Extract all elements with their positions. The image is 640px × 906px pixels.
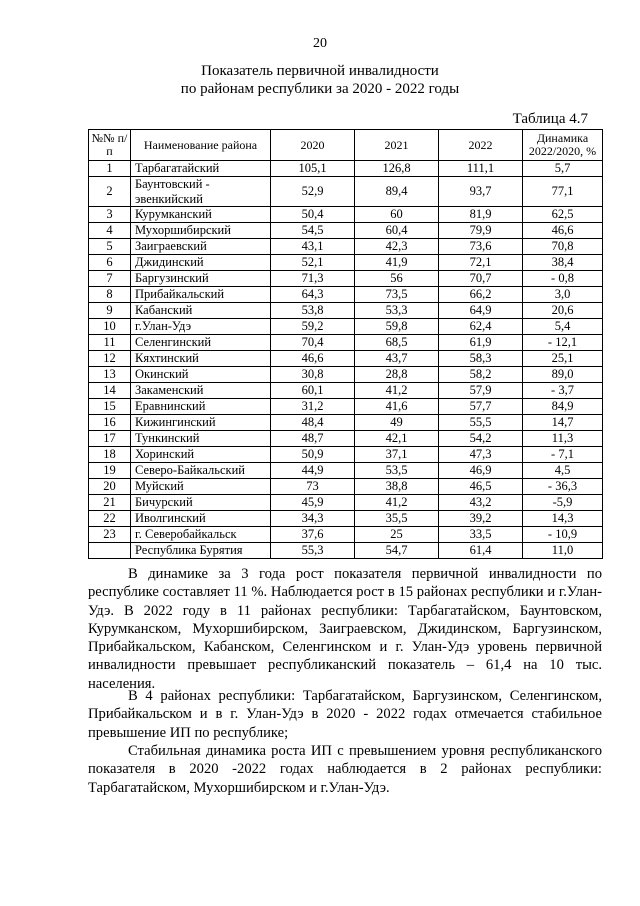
table-row [89, 527, 603, 543]
cell-y2022: 93,7 [439, 177, 523, 207]
cell-y2022: 66,2 [439, 287, 523, 303]
table-row [89, 335, 603, 351]
table-row [89, 177, 603, 207]
title-line-1: Показатель первичной инвалидности [201, 63, 439, 79]
table-label: Таблица 4.7 [512, 111, 588, 127]
cell-name: Окинский [131, 367, 271, 383]
table-row [89, 511, 603, 527]
cell-y2020: 50,9 [271, 447, 355, 463]
cell-y2021: 68,5 [355, 335, 439, 351]
total-cell-y2021: 54,7 [355, 543, 439, 559]
cell-y2020: 52,1 [271, 255, 355, 271]
table-row [89, 495, 603, 511]
table-row [89, 479, 603, 495]
title-line-2: по районам республики за 2020 - 2022 годы [180, 81, 460, 97]
cell-name: Еравнинский [131, 399, 271, 415]
cell-y2022: 46,5 [439, 479, 523, 495]
cell-y2021: 56 [355, 271, 439, 287]
cell-y2020: 43,1 [271, 239, 355, 255]
cell-num: 1 [89, 161, 131, 177]
cell-num: 14 [89, 383, 131, 399]
cell-name: Тункинский [131, 431, 271, 447]
cell-name: г. Северобайкальск [131, 527, 271, 543]
cell-num: 2 [89, 177, 131, 207]
cell-name: Селенгинский [131, 335, 271, 351]
cell-y2021: 59,8 [355, 319, 439, 335]
cell-name: Кижингинский [131, 415, 271, 431]
cell-dyn: 14,7 [523, 415, 603, 431]
cell-y2022: 72,1 [439, 255, 523, 271]
disability-table [88, 129, 603, 559]
cell-dyn: - 3,7 [523, 383, 603, 399]
cell-y2020: 105,1 [271, 161, 355, 177]
table-row [89, 367, 603, 383]
cell-dyn: 3,0 [523, 287, 603, 303]
cell-y2020: 46,6 [271, 351, 355, 367]
header-2020: 2020 [271, 130, 355, 161]
cell-y2021: 38,8 [355, 479, 439, 495]
cell-num: 4 [89, 223, 131, 239]
cell-y2022: 73,6 [439, 239, 523, 255]
cell-num: 15 [89, 399, 131, 415]
cell-dyn: - 7,1 [523, 447, 603, 463]
cell-y2022: 70,7 [439, 271, 523, 287]
cell-name: Муйский [131, 479, 271, 495]
cell-y2020: 34,3 [271, 511, 355, 527]
cell-name: Кяхтинский [131, 351, 271, 367]
header-num: №№ п/п [89, 130, 131, 161]
cell-y2021: 53,3 [355, 303, 439, 319]
cell-y2022: 57,9 [439, 383, 523, 399]
cell-y2020: 71,3 [271, 271, 355, 287]
cell-num: 5 [89, 239, 131, 255]
table-row [89, 399, 603, 415]
cell-dyn: -5,9 [523, 495, 603, 511]
header-dynamics: Динамика 2022/2020, % [523, 130, 603, 161]
cell-dyn: 89,0 [523, 367, 603, 383]
cell-dyn: 11,3 [523, 431, 603, 447]
paragraph-1: В динамике за 3 года рост показателя первичной инвалидности по республике составляет 11 %. Наблюдается рост в 15 районах республики и г.Улан-Удэ. В 2022 году в 11 районах республики: Тарбагатайском, Баунтовском, Курумканском, Мухоршибирском, Заиграевском, Джидинском, Баргузинском, Прибайкальском, Кабанском, Селенгинском и г. Улан-Удэ уровень первичной инвалидности превышает республиканский показатель – 61,4 на 10 тыс. населения. [88, 566, 602, 692]
cell-y2020: 52,9 [271, 177, 355, 207]
cell-num: 23 [89, 527, 131, 543]
cell-y2021: 41,2 [355, 383, 439, 399]
total-cell-y2022: 61,4 [439, 543, 523, 559]
cell-y2021: 60 [355, 207, 439, 223]
cell-num: 22 [89, 511, 131, 527]
cell-name: Баргузинский [131, 271, 271, 287]
cell-y2021: 41,6 [355, 399, 439, 415]
cell-y2020: 30,8 [271, 367, 355, 383]
cell-num: 6 [89, 255, 131, 271]
cell-y2021: 73,5 [355, 287, 439, 303]
cell-y2020: 73 [271, 479, 355, 495]
cell-y2021: 41,9 [355, 255, 439, 271]
paragraph-3: Стабильная динамика роста ИП с превышением уровня республиканского показателя в 2020 -2022 годах наблюдается в 2 районах республики: Тарбагатайском, Мухоршибирском и г.Улан-Удэ. [88, 743, 602, 796]
cell-dyn: 46,6 [523, 223, 603, 239]
cell-num: 18 [89, 447, 131, 463]
cell-dyn: 70,8 [523, 239, 603, 255]
cell-dyn: - 10,9 [523, 527, 603, 543]
cell-dyn: - 36,3 [523, 479, 603, 495]
cell-name: Бичурский [131, 495, 271, 511]
cell-y2020: 64,3 [271, 287, 355, 303]
cell-dyn: 77,1 [523, 177, 603, 207]
table-row [89, 463, 603, 479]
cell-name: Закаменский [131, 383, 271, 399]
table-row [89, 255, 603, 271]
cell-name: Заиграевский [131, 239, 271, 255]
cell-name: Иволгинский [131, 511, 271, 527]
cell-num: 21 [89, 495, 131, 511]
cell-y2021: 25 [355, 527, 439, 543]
cell-y2022: 79,9 [439, 223, 523, 239]
table-row [89, 447, 603, 463]
cell-name: г.Улан-Удэ [131, 319, 271, 335]
cell-num: 3 [89, 207, 131, 223]
cell-name: Баунтовский - эвенкийский [131, 177, 271, 207]
cell-dyn: 5,7 [523, 161, 603, 177]
cell-y2021: 42,3 [355, 239, 439, 255]
cell-y2022: 58,2 [439, 367, 523, 383]
total-cell-name: Республика Бурятия [131, 543, 271, 559]
cell-dyn: 14,3 [523, 511, 603, 527]
cell-y2021: 126,8 [355, 161, 439, 177]
cell-y2022: 58,3 [439, 351, 523, 367]
cell-y2020: 44,9 [271, 463, 355, 479]
cell-y2022: 61,9 [439, 335, 523, 351]
cell-y2020: 53,8 [271, 303, 355, 319]
cell-dyn: 5,4 [523, 319, 603, 335]
cell-name: Прибайкальский [131, 287, 271, 303]
paragraph-2: В 4 районах республики: Тарбагатайском, Баргузинском, Селенгинском, Прибайкальском и в г. Улан-Удэ в 2020 - 2022 годах отмечается стабильное превышение ИП по республике; [88, 688, 602, 741]
table-row [89, 287, 603, 303]
total-cell-y2020: 55,3 [271, 543, 355, 559]
cell-y2021: 37,1 [355, 447, 439, 463]
cell-num: 20 [89, 479, 131, 495]
cell-dyn: - 12,1 [523, 335, 603, 351]
cell-y2020: 70,4 [271, 335, 355, 351]
cell-y2022: 47,3 [439, 447, 523, 463]
cell-dyn: 25,1 [523, 351, 603, 367]
cell-y2022: 39,2 [439, 511, 523, 527]
cell-y2021: 43,7 [355, 351, 439, 367]
cell-y2021: 49 [355, 415, 439, 431]
table-row [89, 271, 603, 287]
table-row [89, 319, 603, 335]
cell-name: Кабанский [131, 303, 271, 319]
cell-num: 19 [89, 463, 131, 479]
table-row [89, 351, 603, 367]
header-row [89, 130, 603, 161]
cell-y2022: 81,9 [439, 207, 523, 223]
cell-num: 12 [89, 351, 131, 367]
total-row [89, 543, 603, 559]
table-title [0, 62, 640, 98]
cell-y2020: 48,4 [271, 415, 355, 431]
table-row [89, 207, 603, 223]
cell-y2020: 54,5 [271, 223, 355, 239]
table-row [89, 239, 603, 255]
cell-y2020: 48,7 [271, 431, 355, 447]
page-number: 20 [313, 36, 327, 51]
cell-dyn: 20,6 [523, 303, 603, 319]
cell-num: 8 [89, 287, 131, 303]
cell-y2021: 35,5 [355, 511, 439, 527]
header-name: Наименование района [131, 130, 271, 161]
cell-y2021: 42,1 [355, 431, 439, 447]
cell-name: Курумканский [131, 207, 271, 223]
cell-name: Джидинский [131, 255, 271, 271]
cell-y2020: 60,1 [271, 383, 355, 399]
cell-y2022: 46,9 [439, 463, 523, 479]
total-cell-num [89, 543, 131, 559]
cell-y2020: 50,4 [271, 207, 355, 223]
cell-num: 16 [89, 415, 131, 431]
table-row [89, 431, 603, 447]
cell-y2022: 62,4 [439, 319, 523, 335]
cell-name: Тарбагатайский [131, 161, 271, 177]
cell-dyn: 38,4 [523, 255, 603, 271]
table-row [89, 303, 603, 319]
cell-num: 17 [89, 431, 131, 447]
table-row [89, 415, 603, 431]
cell-dyn: 62,5 [523, 207, 603, 223]
cell-y2021: 89,4 [355, 177, 439, 207]
cell-y2020: 37,6 [271, 527, 355, 543]
cell-name: Северо-Байкальский [131, 463, 271, 479]
cell-y2021: 41,2 [355, 495, 439, 511]
cell-dyn: 84,9 [523, 399, 603, 415]
cell-y2022: 57,7 [439, 399, 523, 415]
total-cell-dyn: 11,0 [523, 543, 603, 559]
cell-num: 10 [89, 319, 131, 335]
cell-num: 9 [89, 303, 131, 319]
cell-y2022: 43,2 [439, 495, 523, 511]
cell-y2020: 45,9 [271, 495, 355, 511]
cell-y2020: 31,2 [271, 399, 355, 415]
cell-num: 13 [89, 367, 131, 383]
table-row [89, 223, 603, 239]
table-row [89, 383, 603, 399]
cell-y2020: 59,2 [271, 319, 355, 335]
cell-name: Мухоршибирский [131, 223, 271, 239]
cell-y2022: 64,9 [439, 303, 523, 319]
cell-y2022: 54,2 [439, 431, 523, 447]
cell-y2021: 60,4 [355, 223, 439, 239]
cell-y2022: 55,5 [439, 415, 523, 431]
cell-dyn: - 0,8 [523, 271, 603, 287]
cell-name: Хоринский [131, 447, 271, 463]
table-row [89, 161, 603, 177]
cell-y2022: 33,5 [439, 527, 523, 543]
cell-y2021: 53,5 [355, 463, 439, 479]
cell-y2021: 28,8 [355, 367, 439, 383]
cell-dyn: 4,5 [523, 463, 603, 479]
cell-y2022: 111,1 [439, 161, 523, 177]
cell-num: 7 [89, 271, 131, 287]
header-2022: 2022 [439, 130, 523, 161]
cell-num: 11 [89, 335, 131, 351]
header-2021: 2021 [355, 130, 439, 161]
